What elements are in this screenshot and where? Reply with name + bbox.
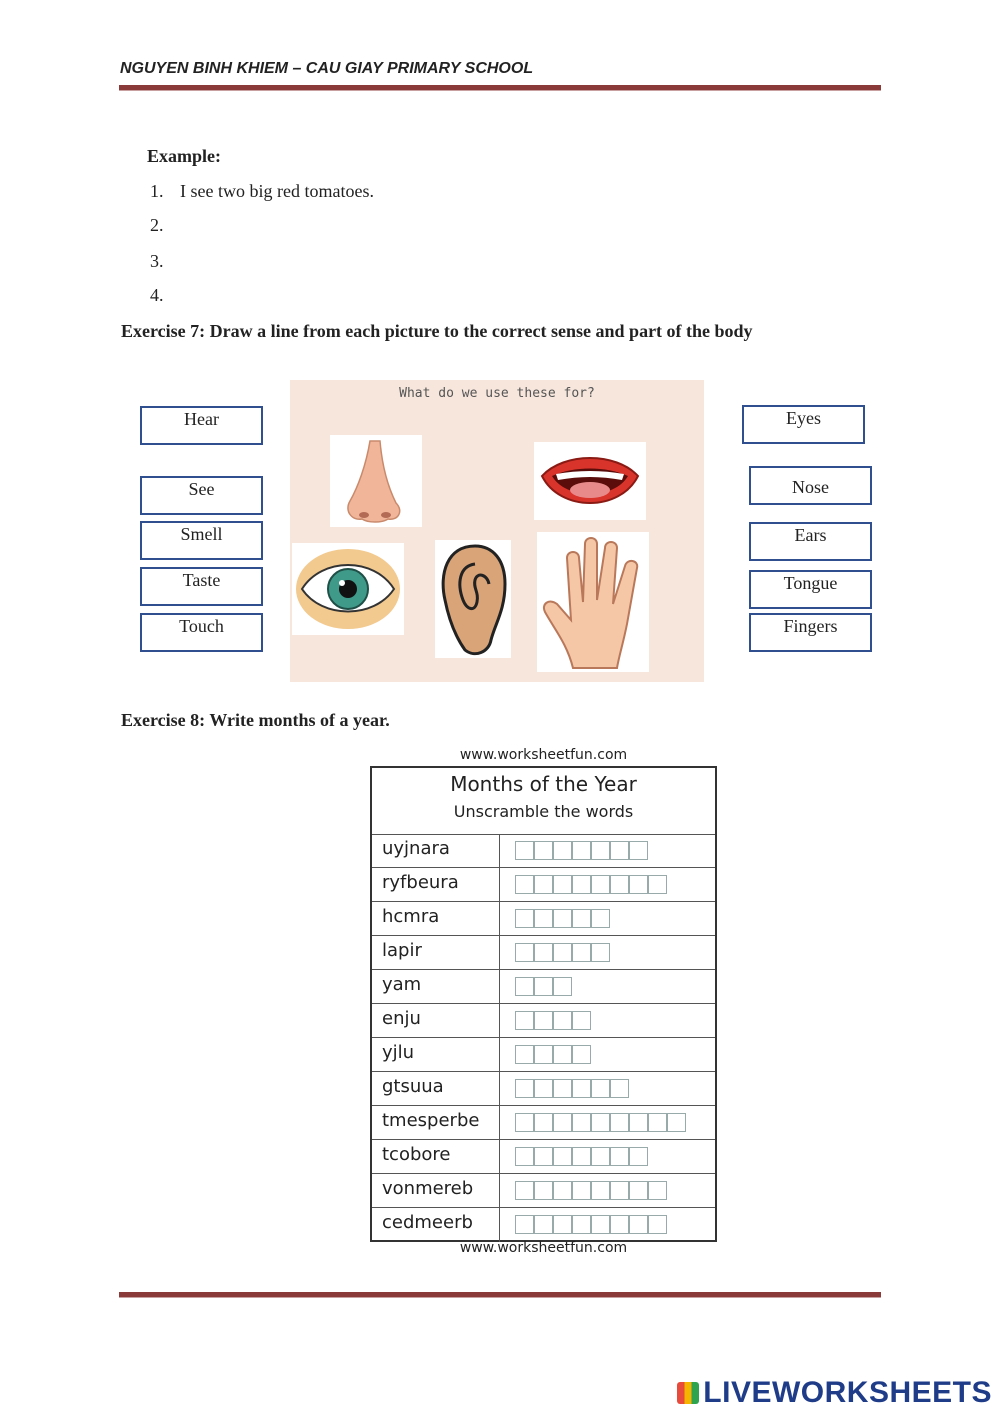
letter-box[interactable] [591,1181,610,1200]
letter-box[interactable] [572,1011,591,1030]
letter-box[interactable] [610,875,629,894]
letter-box[interactable] [515,1079,534,1098]
scrambled-word: ryfbeura [382,872,459,893]
column-divider [499,1072,500,1105]
column-divider [499,834,500,867]
brand-text: LIVEWORKSHEETS [703,1376,992,1409]
letter-box[interactable] [553,1011,572,1030]
letter-box[interactable] [515,875,534,894]
answer-boxes [515,1147,648,1166]
table-row [372,1038,715,1072]
brand-icon [677,1382,699,1404]
column-divider [499,1208,500,1242]
column-divider [499,1174,500,1207]
scrambled-word: uyjnara [382,838,450,859]
answer-boxes [515,977,572,996]
column-divider [499,1038,500,1071]
column-divider [499,1004,500,1037]
scrambled-word: enju [382,1008,421,1029]
example-item [150,215,180,236]
letter-box[interactable] [591,1113,610,1132]
scrambled-word: tmesperbe [382,1110,480,1131]
letter-box[interactable] [591,875,610,894]
letter-box[interactable] [515,977,534,996]
letter-box[interactable] [515,841,534,860]
example-item [150,181,374,202]
letter-box[interactable] [591,841,610,860]
letter-box[interactable] [515,1215,534,1234]
letter-box[interactable] [629,1181,648,1200]
letter-box[interactable] [515,1113,534,1132]
letter-box[interactable] [553,1113,572,1132]
letter-box[interactable] [515,1045,534,1064]
column-divider [499,970,500,1003]
sense-box-smell[interactable]: Smell [140,521,263,560]
letter-box[interactable] [610,841,629,860]
eye-icon[interactable] [292,543,404,635]
letter-box[interactable] [534,1079,553,1098]
scrambled-word: yjlu [382,1042,415,1063]
answer-boxes [515,1011,591,1030]
table-row [372,1106,715,1140]
letter-box[interactable] [572,1113,591,1132]
letter-box[interactable] [610,1215,629,1234]
example-item [150,285,180,306]
letter-box[interactable] [534,1113,553,1132]
letter-box[interactable] [534,1147,553,1166]
ear-icon[interactable] [435,540,511,658]
answer-boxes [515,841,648,860]
scrambled-word: cedmeerb [382,1212,473,1233]
table-row [372,1208,715,1242]
letter-box[interactable] [572,943,591,962]
letter-box[interactable] [553,977,572,996]
mouth-icon[interactable] [534,442,646,520]
letter-box[interactable] [572,1147,591,1166]
example-label: Example: [147,146,221,166]
letter-box[interactable] [515,1147,534,1166]
table-row [372,834,715,868]
sense-box-see[interactable]: See [140,476,263,515]
item-number: 4. [150,285,164,305]
letter-box[interactable] [553,1147,572,1166]
letter-box[interactable] [610,1079,629,1098]
letter-box[interactable] [648,1113,667,1132]
sense-box-taste[interactable]: Taste [140,567,263,606]
table-row [372,868,715,902]
letter-box[interactable] [515,909,534,928]
picture-title: What do we use these for? [399,386,595,401]
letter-box[interactable] [591,909,610,928]
table-row [372,902,715,936]
answer-boxes [515,1079,629,1098]
table-row [372,936,715,970]
letter-box[interactable] [534,1181,553,1200]
letter-box[interactable] [572,841,591,860]
senses-picture [290,380,704,682]
letter-box[interactable] [629,1113,648,1132]
body-box-eyes[interactable]: Eyes [742,405,865,444]
letter-box[interactable] [648,875,667,894]
letter-box[interactable] [534,943,553,962]
answer-boxes [515,1045,591,1064]
answer-boxes [515,1113,686,1132]
letter-box[interactable] [572,1079,591,1098]
letter-box[interactable] [591,1215,610,1234]
letter-box[interactable] [648,1181,667,1200]
scrambled-word: vonmereb [382,1178,474,1199]
letter-box[interactable] [553,1079,572,1098]
letter-box[interactable] [572,1215,591,1234]
school-name: NGUYEN BINH KHIEM – CAU GIAY PRIMARY SCHOOL [120,60,534,77]
nose-icon[interactable] [330,435,422,527]
letter-box[interactable] [553,943,572,962]
answer-boxes [515,875,667,894]
table-title: Months of the Year [450,772,637,796]
letter-box[interactable] [572,1181,591,1200]
letter-box[interactable] [648,1215,667,1234]
letter-box[interactable] [534,1011,553,1030]
letter-box[interactable] [553,841,572,860]
sense-box-touch[interactable]: Touch [140,613,263,652]
exercise7-heading: Exercise 7: Draw a line from each picture to the correct sense and part of the body [121,321,753,341]
source-url-bottom: www.worksheetfun.com [459,1240,628,1256]
table-row [372,1004,715,1038]
scrambled-word: lapir [382,940,422,961]
letter-box[interactable] [572,909,591,928]
source-url-top: www.worksheetfun.com [459,747,628,763]
letter-box[interactable] [553,909,572,928]
letter-box[interactable] [629,1147,648,1166]
table-row [372,1174,715,1208]
letter-box[interactable] [591,943,610,962]
scrambled-word: hcmra [382,906,440,927]
letter-box[interactable] [610,1147,629,1166]
letter-box[interactable] [610,1181,629,1200]
letter-box[interactable] [534,1045,553,1064]
scrambled-word: tcobore [382,1144,451,1165]
letter-box[interactable] [572,875,591,894]
letter-box[interactable] [591,1147,610,1166]
table-row [372,1072,715,1106]
footer-divider [119,1292,881,1298]
letter-box[interactable] [591,1079,610,1098]
letter-box[interactable] [553,875,572,894]
column-divider [499,1140,500,1173]
exercise8-heading: Exercise 8: Write months of a year. [121,710,390,730]
letter-box[interactable] [515,943,534,962]
brand-logo [677,1376,992,1410]
scrambled-word: gtsuua [382,1076,444,1097]
item-number: 1. [150,181,164,201]
letter-box[interactable] [629,1215,648,1234]
column-divider [499,936,500,969]
header-divider [119,85,881,91]
body-box-ears[interactable]: Ears [749,522,872,561]
answer-boxes [515,943,610,962]
letter-box[interactable] [534,875,553,894]
letter-box[interactable] [534,1215,553,1234]
table-row [372,1140,715,1174]
letter-box[interactable] [667,1113,686,1132]
letter-box[interactable] [534,977,553,996]
item-number: 3. [150,251,164,271]
letter-box[interactable] [629,875,648,894]
item-number: 2. [150,215,164,235]
months-table [370,766,717,1242]
body-box-fingers[interactable]: Fingers [749,613,872,652]
column-divider [499,902,500,935]
item-text: I see two big red tomatoes. [180,181,374,201]
letter-box[interactable] [534,909,553,928]
column-divider [499,1106,500,1139]
hand-icon[interactable] [537,532,649,672]
table-subtitle: Unscramble the words [453,802,634,821]
column-divider [499,868,500,901]
table-header [372,768,715,835]
sense-box-hear[interactable]: Hear [140,406,263,445]
table-row [372,970,715,1004]
letter-box[interactable] [553,1045,572,1064]
letter-box[interactable] [553,1181,572,1200]
letter-box[interactable] [515,1181,534,1200]
scrambled-word: yam [382,974,422,995]
letter-box[interactable] [629,841,648,860]
letter-box[interactable] [553,1215,572,1234]
answer-boxes [515,1215,667,1234]
example-item [150,251,180,272]
body-box-tongue[interactable]: Tongue [749,570,872,609]
letter-box[interactable] [572,1045,591,1064]
letter-box[interactable] [610,1113,629,1132]
body-box-nose[interactable]: Nose [749,466,872,505]
letter-box[interactable] [534,841,553,860]
answer-boxes [515,1181,667,1200]
letter-box[interactable] [515,1011,534,1030]
answer-boxes [515,909,610,928]
